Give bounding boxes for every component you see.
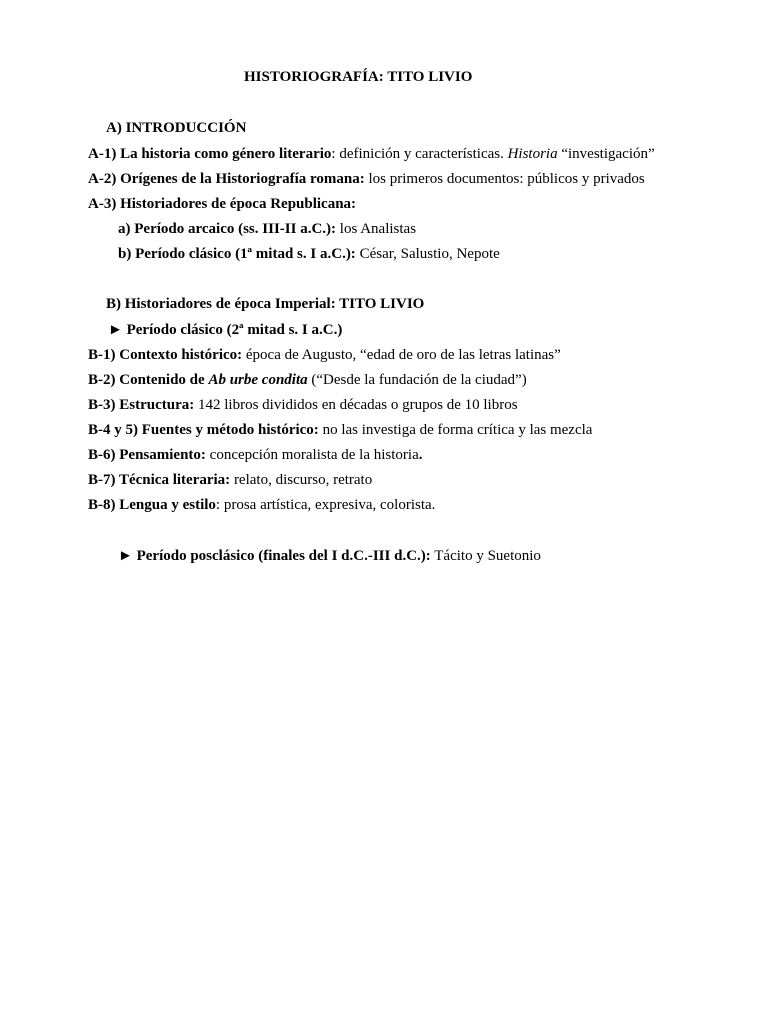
item-b6-label: B-6) Pensamiento:	[88, 447, 206, 463]
item-b3	[88, 396, 518, 414]
item-a1	[88, 145, 655, 163]
item-a1-italic: Historia	[507, 146, 558, 162]
item-b2	[88, 371, 527, 389]
item-b45	[88, 421, 592, 439]
item-a1-text: : definición y características.	[331, 146, 508, 162]
period-postclassic	[118, 547, 541, 565]
item-a2-text: los primeros documentos: públicos y privados	[364, 171, 645, 187]
document-title: HISTORIOGRAFÍA: TITO LIVIO	[244, 69, 473, 85]
item-b8-label: B-8) Lengua y estilo	[88, 497, 216, 513]
item-a3a	[118, 220, 416, 238]
item-b1-label: B-1) Contexto histórico:	[88, 347, 243, 363]
item-a3a-label: a) Período arcaico (ss. III-II a.C.):	[118, 221, 337, 237]
item-b7	[88, 471, 372, 489]
item-a1-text2: “investigación”	[557, 146, 655, 162]
item-b45-text: no las investiga de forma crítica y las mezcla	[318, 422, 593, 438]
item-a3b-label: b) Período clásico (1ª mitad s. I a.C.):	[118, 246, 356, 262]
item-a2	[88, 170, 645, 188]
item-b1	[88, 346, 561, 364]
period-postclassic-label: ► Período posclásico (finales del I d.C.-III d.C.):	[118, 548, 431, 564]
item-b6-text: concepción moralista de la historia	[205, 447, 419, 463]
item-b6-tail: .	[418, 447, 423, 463]
item-a3b	[118, 245, 500, 263]
period-postclassic-text: Tácito y Suetonio	[430, 548, 541, 564]
item-b2-italic: Ab urbe condita	[208, 372, 308, 388]
item-a3-label: A-3) Historiadores de época Republicana:	[88, 196, 357, 212]
item-a3b-text: César, Salustio, Nepote	[355, 246, 500, 262]
item-b1-text: época de Augusto, “edad de oro de las letras latinas”	[242, 347, 561, 363]
item-b6	[88, 446, 423, 464]
item-b2-label: B-2) Contenido de	[88, 372, 209, 388]
item-a3	[88, 195, 356, 213]
item-b8	[88, 496, 435, 514]
item-b2-text: (“Desde la fundación de la ciudad”)	[307, 372, 527, 388]
item-b3-label: B-3) Estructura:	[88, 397, 195, 413]
section-b-heading: B) Historiadores de época Imperial: TITO LIVIO	[106, 296, 425, 312]
item-b7-text: relato, discurso, retrato	[230, 472, 373, 488]
item-a3a-text: los Analistas	[336, 221, 417, 237]
item-b45-label: B-4 y 5) Fuentes y método histórico:	[88, 422, 319, 438]
period-classic-heading: ► Período clásico (2ª mitad s. I a.C.)	[108, 322, 343, 338]
section-a-heading: A) INTRODUCCIÓN	[106, 120, 247, 136]
item-b3-text: 142 libros divididos en décadas o grupos de 10 libros	[194, 397, 518, 413]
item-a2-label: A-2) Orígenes de la Historiografía romana:	[88, 171, 365, 187]
item-b7-label: B-7) Técnica literaria:	[88, 472, 231, 488]
item-a1-label: A-1) La historia como género literario	[88, 146, 332, 162]
item-b8-text: : prosa artística, expresiva, colorista.	[215, 497, 436, 513]
